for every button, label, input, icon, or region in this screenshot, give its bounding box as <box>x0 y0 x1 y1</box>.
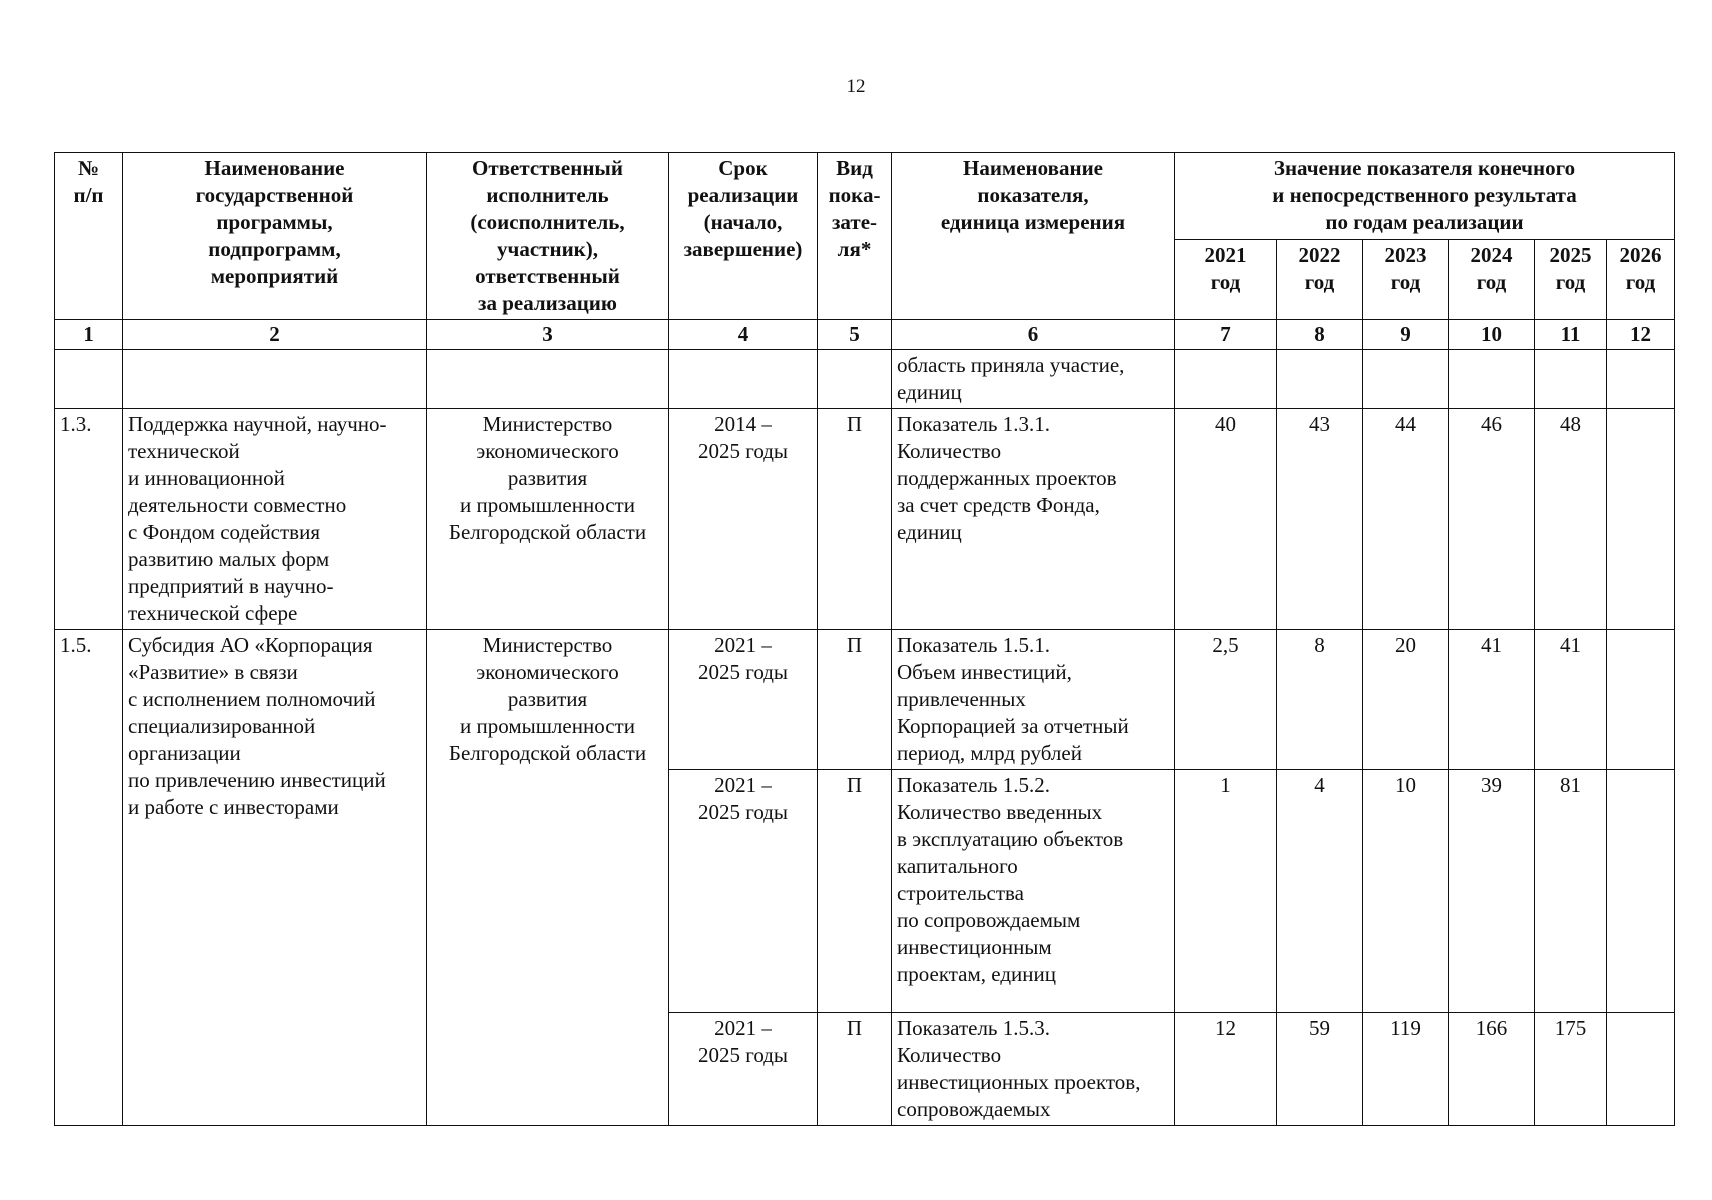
header-year-2022: 2022 год <box>1277 239 1363 319</box>
indicator-name: Показатель 1.5.3. Количество инвестиционных проектов, сопровождаемых <box>892 1013 1175 1126</box>
column-number: 5 <box>818 320 892 350</box>
value-2026 <box>1607 1013 1675 1126</box>
row-number: 1.5. <box>55 630 123 1126</box>
table-row <box>55 630 1675 770</box>
value-2021: 2,5 <box>1175 630 1277 770</box>
value-2021: 40 <box>1175 409 1277 630</box>
column-number: 6 <box>892 320 1175 350</box>
header-indicator-name: Наименование показателя, единица измерения <box>892 153 1175 320</box>
header-year-2025: 2025 год <box>1535 239 1607 319</box>
column-number: 2 <box>123 320 427 350</box>
column-number: 9 <box>1363 320 1449 350</box>
column-number: 1 <box>55 320 123 350</box>
column-number: 7 <box>1175 320 1277 350</box>
table-row <box>55 409 1675 630</box>
row-number: 1.3. <box>55 409 123 630</box>
column-number: 11 <box>1535 320 1607 350</box>
value-2024: 39 <box>1449 770 1535 1013</box>
responsible-executor: Министерство экономического развития и промышленности Белгородской области <box>427 630 669 1126</box>
empty-cell <box>427 350 669 409</box>
indicator-type: П <box>818 770 892 1013</box>
implementation-period: 2014 – 2025 годы <box>669 409 818 630</box>
empty-cell <box>669 350 818 409</box>
column-number-row <box>55 320 1675 350</box>
value-2025: 41 <box>1535 630 1607 770</box>
empty-cell <box>1175 350 1277 409</box>
header-period: Срок реализации (начало, завершение) <box>669 153 818 320</box>
indicator-type: П <box>818 409 892 630</box>
continuation-row <box>55 350 1675 409</box>
implementation-period: 2021 – 2025 годы <box>669 770 818 1013</box>
value-2025: 48 <box>1535 409 1607 630</box>
value-2026 <box>1607 409 1675 630</box>
empty-cell <box>123 350 427 409</box>
program-name: Поддержка научной, научно- технической и инновационной деятельности совместно с Фондом содействия развитию малых форм предприятий в научно- технической сфере <box>123 409 427 630</box>
value-2025: 175 <box>1535 1013 1607 1126</box>
indicator-type: П <box>818 630 892 770</box>
page-number: 12 <box>846 76 866 97</box>
value-2026 <box>1607 770 1675 1013</box>
column-number: 4 <box>669 320 818 350</box>
header-year-2023: 2023 год <box>1363 239 1449 319</box>
value-2023: 20 <box>1363 630 1449 770</box>
column-number: 10 <box>1449 320 1535 350</box>
value-2023: 10 <box>1363 770 1449 1013</box>
program-name: Субсидия АО «Корпорация «Развитие» в связи с исполнением полномочий специализированной организации по привлечению инвестиций и работе с инвесторами <box>123 630 427 1126</box>
value-2024: 46 <box>1449 409 1535 630</box>
column-number: 8 <box>1277 320 1363 350</box>
indicator-name: Показатель 1.5.1. Объем инвестиций, привлеченных Корпорацией за отчетный период, млрд рублей <box>892 630 1175 770</box>
header-year-2026: 2026 год <box>1607 239 1675 319</box>
value-2022: 59 <box>1277 1013 1363 1126</box>
indicator-name: Показатель 1.5.2. Количество введенных в эксплуатацию объектов капитального строительства по сопровождаемым инвестиционным проектам, единиц <box>892 770 1175 1013</box>
column-number: 12 <box>1607 320 1675 350</box>
header-number: № п/п <box>55 153 123 320</box>
value-2021: 1 <box>1175 770 1277 1013</box>
responsible-executor: Министерство экономического развития и промышленности Белгородской области <box>427 409 669 630</box>
header-year-2024: 2024 год <box>1449 239 1535 319</box>
header-indicator-type: Вид пока- зате- ля* <box>818 153 892 320</box>
header-responsible: Ответственный исполнитель (соисполнитель, участник), ответственный за реализацию <box>427 153 669 320</box>
indicator-type: П <box>818 1013 892 1126</box>
implementation-period: 2021 – 2025 годы <box>669 630 818 770</box>
empty-cell <box>818 350 892 409</box>
empty-cell <box>1535 350 1607 409</box>
value-2022: 4 <box>1277 770 1363 1013</box>
value-2022: 43 <box>1277 409 1363 630</box>
value-2026 <box>1607 630 1675 770</box>
value-2023: 119 <box>1363 1013 1449 1126</box>
empty-cell <box>1277 350 1363 409</box>
value-2025: 81 <box>1535 770 1607 1013</box>
empty-cell <box>1449 350 1535 409</box>
header-years-group: Значение показателя конечного и непосредственного результата по годам реализации <box>1175 153 1675 240</box>
empty-cell <box>55 350 123 409</box>
indicator-name-continuation: область приняла участие, единиц <box>892 350 1175 409</box>
value-2023: 44 <box>1363 409 1449 630</box>
value-2024: 41 <box>1449 630 1535 770</box>
empty-cell <box>1607 350 1675 409</box>
header-program-name: Наименование государственной программы, подпрограмм, мероприятий <box>123 153 427 320</box>
program-indicators-table <box>54 152 1675 1126</box>
value-2022: 8 <box>1277 630 1363 770</box>
value-2021: 12 <box>1175 1013 1277 1126</box>
header-year-2021: 2021 год <box>1175 239 1277 319</box>
empty-cell <box>1363 350 1449 409</box>
value-2024: 166 <box>1449 1013 1535 1126</box>
indicator-name: Показатель 1.3.1. Количество поддержанных проектов за счет средств Фонда, единиц <box>892 409 1175 630</box>
column-number: 3 <box>427 320 669 350</box>
implementation-period: 2021 – 2025 годы <box>669 1013 818 1126</box>
